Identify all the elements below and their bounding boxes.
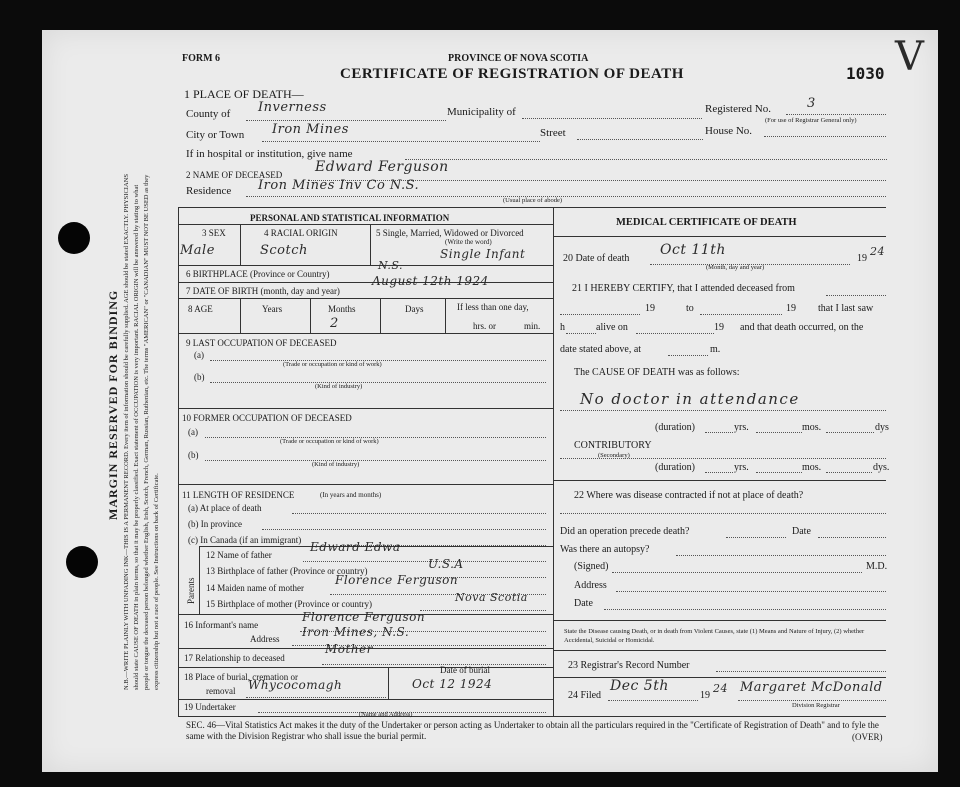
province-label: PROVINCE OF NOVA SCOTIA: [448, 53, 589, 64]
burial-place-label: 18 Place of burial, cremation or: [184, 672, 298, 682]
check-mark: V: [895, 34, 925, 80]
sex-label: 3 SEX: [202, 228, 226, 238]
county-label: County of: [186, 108, 231, 120]
personal-heading: PERSONAL AND STATISTICAL INFORMATION: [250, 213, 450, 223]
parents-side-label: Parents: [186, 577, 196, 604]
certify-occurred: and that death occurred, on the: [740, 322, 864, 333]
form-number: FORM 6: [182, 53, 221, 64]
birthplace-label: 6 BIRTHPLACE (Province or Country): [186, 269, 330, 279]
age-months-label: Months: [328, 304, 356, 314]
last-trade-note: (Trade or occupation or kind of work): [283, 361, 382, 368]
contrib-yrs: yrs.: [734, 462, 749, 473]
undertaker-label: 19 Undertaker: [184, 702, 236, 712]
dob-value: August 12th 1924: [372, 274, 489, 288]
deceased-name-value: Edward Ferguson: [315, 159, 449, 175]
residence-note: (Usual place of abode): [503, 197, 563, 204]
filed-year-prefix: 19: [700, 690, 710, 701]
former-occupation-a: (a): [188, 427, 198, 437]
former-occupation-b: (b): [188, 450, 199, 460]
cause-mos: mos.: [802, 422, 822, 433]
filed-value: Dec 5th: [610, 678, 669, 694]
undertaker-note: (Name and Address): [359, 711, 413, 718]
age-hrs-label: hrs. or: [473, 321, 496, 331]
father-name-value: Edward Edwa: [310, 540, 401, 554]
record-number-label: 23 Registrar's Record Number: [568, 660, 690, 671]
former-trade-note: (Trade or occupation or kind of work): [280, 438, 379, 445]
physician-date-label: Date: [574, 598, 593, 609]
age-min-label: min.: [524, 321, 541, 331]
municipality-label: Municipality of: [447, 106, 516, 118]
hospital-label: If in hospital or institution, give name: [186, 148, 353, 160]
last-occupation-a: (a): [194, 350, 204, 360]
residence-in-canada: (c) In Canada (if an immigrant): [188, 535, 302, 545]
marital-value: Single Infant: [440, 247, 526, 261]
father-birthplace-value: U.S.A: [428, 557, 464, 571]
residence-in-province: (b) In province: [188, 519, 242, 529]
informant-name-value: Florence Ferguson: [302, 610, 426, 624]
section-46-note: SEC. 46—Vital Statistics Act makes it the duty of the Undertaker or person acting as Undertaker to obtain all the particulars required in the "Certificate of Registration of Death" and to fyle the same with the Division Registrar who shall issue the burial permit.: [186, 720, 879, 741]
contrib-mos: mos.: [802, 462, 822, 473]
place-of-death-heading: 1 PLACE OF DEATH—: [184, 87, 304, 101]
md-label: M.D.: [866, 561, 888, 572]
registered-value: 3: [807, 96, 816, 111]
relationship-label: 17 Relationship to deceased: [184, 653, 285, 663]
death-date-value: Oct 11th: [660, 242, 726, 258]
binding-hole-bottom: [66, 546, 98, 578]
last-occupation-label: 9 LAST OCCUPATION OF DECEASED: [186, 338, 337, 348]
house-label: House No.: [705, 125, 753, 137]
relationship-value: Mother: [325, 642, 373, 656]
cause-yrs: yrs.: [734, 422, 749, 433]
margin-instructions: N.B.—WRITE PLAINLY WITH UNFADING INK—THIS IS A PERMANENT RECORD. Every item of information should be carefully supplied. AGE should be stated EXACTLY. PHYSICIANS should state CAUSE OF DEATH in plain terms, so that it may be properly classified. Exact statement of OCCUPATION is very important. RACIAL ORIGIN will be answered by stating to what people or tongue the deceased person belonged whether English, Irish, Scotch, French, German, Russian, Ruthenian, etc. The terms "AMERICAN" or "CANADIAN" MUST NOT BE USED as they express citizenship but not a race of people. See Instructions on back of Certificate.: [123, 174, 160, 690]
residence-length-note: (In years and months): [320, 491, 382, 499]
registrar-note: (For use of Registrar General only): [765, 117, 857, 124]
age-less-label: If less than one day,: [457, 302, 529, 312]
last-occupation-b: (b): [194, 372, 205, 382]
cause-label: The CAUSE OF DEATH was as follows:: [574, 367, 740, 378]
certify-19b: 19: [786, 303, 796, 314]
certify-alive-on: alive on: [596, 322, 628, 333]
racial-value: Scotch: [260, 243, 308, 258]
county-value: Inverness: [258, 100, 327, 115]
death-date-note: (Month, day and year): [706, 264, 765, 271]
deceased-name-label: 2 NAME OF DECEASED: [186, 170, 283, 180]
signed-label: (Signed): [574, 561, 609, 572]
birthplace-value: N.S.: [378, 259, 404, 272]
residence-value: Iron Mines Inv Co N.S.: [258, 178, 420, 193]
margin-binding-label: MARGIN RESERVED FOR BINDING: [106, 289, 120, 520]
violent-causes-note: State the Disease causing Death, or in death from Violent Causes, state (1) Means and Nature of Injury, (2) whether Accidental, Suicidal or Homicidal.: [564, 628, 865, 644]
city-value: Iron Mines: [272, 122, 349, 137]
division-registrar-note: Division Registrar: [792, 702, 840, 709]
age-years-label: Years: [262, 304, 283, 314]
certify-to: to: [686, 303, 694, 314]
mother-name-value: Florence Ferguson: [335, 573, 459, 587]
burial-removal-label: removal: [206, 686, 236, 696]
former-occupation-label: 10 FORMER OCCUPATION OF DECEASED: [182, 413, 352, 423]
age-months-value: 2: [330, 316, 339, 331]
father-birthplace-label: 13 Birthplace of father (Province or country): [206, 566, 368, 576]
residence-label: Residence: [186, 185, 232, 197]
mother-birthplace-label: 15 Birthplace of mother (Province or country): [206, 599, 372, 609]
cause-value: No doctor in attendance: [580, 390, 800, 408]
contrib-duration-label: (duration): [655, 462, 695, 473]
physician-address-label: Address: [574, 580, 607, 591]
death-date-label: 20 Date of death: [563, 253, 630, 264]
cause-duration-label: (duration): [655, 422, 695, 433]
residence-at-place: (a) At place of death: [188, 503, 262, 513]
burial-date-value: Oct 12 1924: [412, 677, 493, 691]
certificate-number: 1030: [846, 64, 885, 83]
death-year-value: 24: [870, 245, 885, 258]
mother-name-label: 14 Maiden name of mother: [206, 583, 304, 593]
operation-date-label: Date: [792, 526, 811, 537]
marital-note: (Write the word): [445, 238, 492, 246]
father-name-label: 12 Name of father: [206, 550, 272, 560]
secondary-note: (Secondary): [598, 452, 630, 459]
informant-address-value: Iron Mines, N.S.: [302, 625, 410, 639]
binding-hole-top: [58, 222, 90, 254]
filed-label: 24 Filed: [568, 690, 602, 701]
certify-m: m.: [710, 344, 721, 355]
former-industry-note: (Kind of industry): [312, 461, 360, 468]
age-days-label: Days: [405, 304, 424, 314]
certify-19a: 19: [645, 303, 655, 314]
sex-value: Male: [180, 243, 215, 258]
contrib-dys: dys.: [873, 462, 890, 473]
mother-birthplace-value: Nova Scotia: [455, 591, 528, 604]
informant-address-label: Address: [250, 634, 280, 644]
certify-19c: 19: [714, 322, 724, 333]
racial-label: 4 RACIAL ORIGIN: [264, 228, 338, 238]
contracted-label: 22 Where was disease contracted if not at place of death?: [574, 490, 804, 501]
page-title: CERTIFICATE OF REGISTRATION OF DEATH: [340, 66, 684, 82]
dob-label: 7 DATE OF BIRTH (month, day and year): [186, 286, 340, 296]
registered-label: Registered No.: [705, 103, 771, 115]
city-label: City or Town: [186, 129, 245, 141]
over-label: (OVER): [852, 732, 883, 742]
residence-length-heading: 11 LENGTH OF RESIDENCE: [182, 490, 295, 500]
filed-year: 24: [713, 682, 728, 695]
autopsy-label: Was there an autopsy?: [560, 544, 650, 555]
last-industry-note: (Kind of industry): [315, 383, 363, 390]
certify-date-stated: date stated above, at: [560, 344, 642, 355]
death-year-prefix: 19: [857, 253, 867, 264]
marital-label: 5 Single, Married, Widowed or Divorced: [376, 228, 524, 238]
certify-h: h: [560, 322, 565, 333]
burial-date-label: Date of burial: [440, 665, 490, 675]
medical-heading: MEDICAL CERTIFICATE OF DEATH: [616, 217, 797, 228]
burial-place-value: Whycocomagh: [248, 678, 343, 692]
registrar-signature: Margaret McDonald: [740, 680, 883, 695]
certify-last-saw: that I last saw: [818, 303, 874, 314]
informant-name-label: 16 Informant's name: [184, 620, 259, 630]
cause-dys: dys: [875, 422, 889, 433]
certify-line-1: 21 I HEREBY CERTIFY, that I attended deceased from: [572, 283, 795, 294]
contributory-label: CONTRIBUTORY: [574, 440, 652, 451]
street-label: Street: [540, 127, 566, 139]
age-label: 8 AGE: [188, 304, 213, 314]
operation-label: Did an operation precede death?: [560, 526, 690, 537]
